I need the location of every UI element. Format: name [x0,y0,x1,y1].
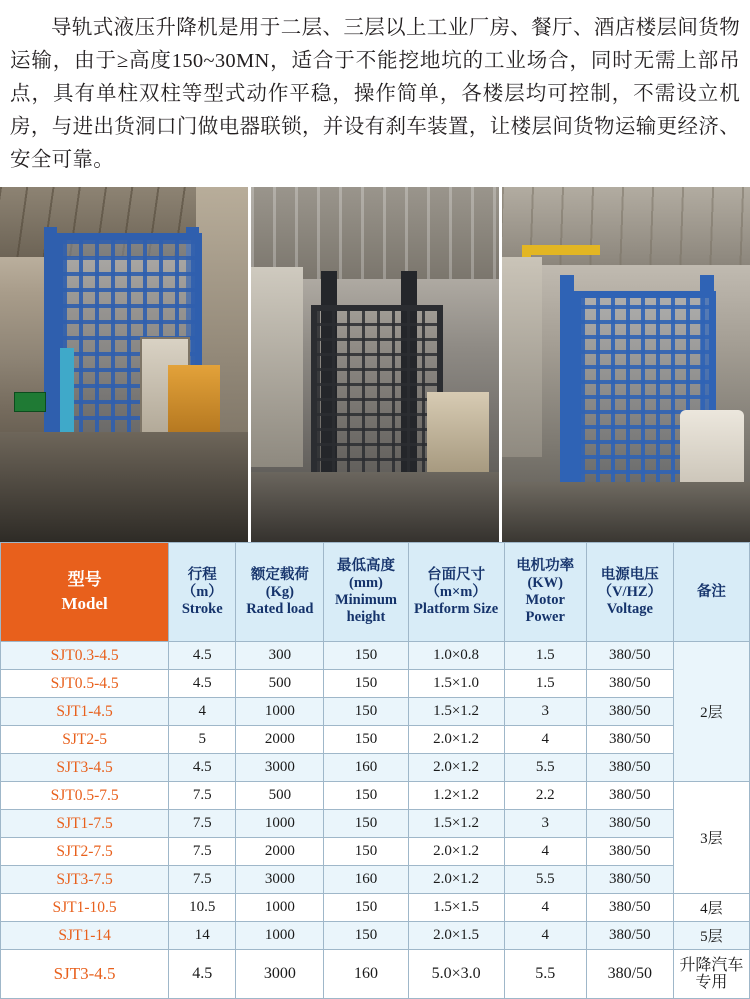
photo-strip [0,187,750,542]
cell-stroke: 4.5 [169,754,236,782]
table-row [1,754,750,782]
table-row [1,810,750,838]
cell-remark: 3层 [673,782,749,894]
cell-model: SJT2-5 [1,726,169,754]
cell-power: 4 [504,894,586,922]
cell-load: 3000 [236,866,324,894]
cell-load: 300 [236,642,324,670]
cell-model: SJT1-10.5 [1,894,169,922]
header-power-cn: 电机功率 [516,558,575,574]
header-volt-unit: （V/HZ） [597,583,663,600]
header-power-en: Motor Power [525,592,565,625]
cell-voltage: 380/50 [586,866,673,894]
cell-model: SJT1-4.5 [1,698,169,726]
cell-size: 1.5×1.2 [408,810,504,838]
cell-power: 3 [504,698,586,726]
cell-power: 5.5 [504,754,586,782]
cell-voltage: 380/50 [586,782,673,810]
cell-power: 4 [504,726,586,754]
header-size-cn: 台面尺寸 [427,566,486,583]
cell-power: 4 [504,922,586,950]
cell-min-height: 150 [324,894,408,922]
header-load-cn: 额定载荷 [250,566,309,583]
cell-voltage: 380/50 [586,670,673,698]
cell-size: 2.0×1.2 [408,754,504,782]
cell-size: 2.0×1.2 [408,838,504,866]
photo-black-guide-rail-lift-in-warehouse [251,187,499,542]
header-stroke [169,543,236,642]
cell-model: SJT0.3-4.5 [1,642,169,670]
header-minh-unit: (mm) [349,575,383,591]
cell-voltage: 380/50 [586,894,673,922]
table-row [1,698,750,726]
table-row [1,838,750,866]
header-minh-cn: 最低高度 [336,558,395,574]
header-volt-en: Voltage [606,600,653,617]
header-volt-cn: 电源电压 [600,566,659,583]
header-model-en: Model [61,594,108,613]
header-stroke-en: Stroke [181,600,223,617]
header-load-unit: (Kg) [265,583,294,600]
header-load-en: Rated load [246,600,314,617]
cell-size: 5.0×3.0 [408,950,504,999]
table-row [1,782,750,810]
header-platform-size [408,543,504,642]
header-minh-en: Minimum height [334,592,397,625]
cell-min-height: 150 [324,810,408,838]
cell-power: 2.2 [504,782,586,810]
cell-power: 5.5 [504,950,586,999]
cell-voltage: 380/50 [586,642,673,670]
photo-blue-cage-lift-with-goods [502,187,750,542]
yellow-equipment [168,365,220,437]
cell-stroke: 4.5 [169,950,236,999]
cell-size: 1.5×1.0 [408,670,504,698]
cell-min-height: 150 [324,782,408,810]
header-motor-power [504,543,586,642]
cell-min-height: 150 [324,642,408,670]
header-row [1,543,750,642]
cell-min-height: 150 [324,726,408,754]
header-model [1,543,169,642]
intro-paragraph: 导轨式液压升降机是用于二层、三层以上工业厂房、餐厅、酒店楼层间货物运输，由于≥高度150~30MN，适合于不能挖地坑的工业场合，同时无需上部吊点，具有单柱双柱等型式动作平稳，操作简单，各楼层均可控制，不需设立机房，与进出货洞口门做电器联锁，并设有刹车装置，让楼层间货物运输更经济、安全可靠。 [10,17,740,171]
cell-size: 1.0×0.8 [408,642,504,670]
stacked-crate [427,392,489,472]
roof-structure [251,187,499,279]
cell-model: SJT1-14 [1,922,169,950]
wall-panel [251,267,303,467]
lift-cage-frame [311,305,443,497]
header-remark [673,543,749,642]
table-body [1,642,750,999]
header-model-cn: 型号 [67,570,102,589]
cell-stroke: 10.5 [169,894,236,922]
cell-voltage: 380/50 [586,922,673,950]
cell-load: 1000 [236,810,324,838]
cell-voltage: 380/50 [586,950,673,999]
guide-post-left [560,275,574,505]
cell-model: SJT3-7.5 [1,866,169,894]
wall-left [502,257,542,457]
cell-min-height: 150 [324,838,408,866]
table-row [1,670,750,698]
cell-size: 1.2×1.2 [408,782,504,810]
cell-voltage: 380/50 [586,838,673,866]
cell-stroke: 4.5 [169,642,236,670]
cell-remark: 升降汽车专用 [673,950,749,999]
floor [0,432,248,542]
cell-load: 500 [236,782,324,810]
cell-remark: 4层 [673,894,749,922]
cell-power: 5.5 [504,866,586,894]
cell-load: 1000 [236,894,324,922]
table-row [1,642,750,670]
cell-min-height: 160 [324,866,408,894]
cell-stroke: 7.5 [169,810,236,838]
cell-min-height: 150 [324,922,408,950]
cell-remark: 2层 [673,642,749,782]
cell-voltage: 380/50 [586,754,673,782]
exit-sign [14,392,46,412]
cell-model: SJT3-4.5 [1,754,169,782]
header-size-en: Platform Size [414,600,499,617]
table-row [1,922,750,950]
cell-stroke: 4 [169,698,236,726]
cell-min-height: 150 [324,670,408,698]
floor [251,472,499,542]
cell-stroke: 5 [169,726,236,754]
cell-stroke: 7.5 [169,782,236,810]
cell-remark: 5层 [673,922,749,950]
cell-min-height: 150 [324,698,408,726]
cell-load: 3000 [236,754,324,782]
table-head [1,543,750,642]
table-row [1,950,750,999]
header-rated-load [236,543,324,642]
table-row [1,894,750,922]
cell-stroke: 7.5 [169,866,236,894]
cell-model: SJT3-4.5 [1,950,169,999]
floor [502,482,750,542]
cell-size: 2.0×1.2 [408,726,504,754]
cell-load: 1000 [236,698,324,726]
cell-power: 4 [504,838,586,866]
cell-size: 1.5×1.2 [408,698,504,726]
header-size-unit: （m×m） [425,583,487,600]
cell-model: SJT1-7.5 [1,810,169,838]
specification-table [0,542,750,999]
header-stroke-unit: （m） [181,583,223,600]
cell-size: 1.5×1.5 [408,894,504,922]
cell-load: 2000 [236,838,324,866]
cell-size: 2.0×1.5 [408,922,504,950]
header-min-height [324,543,408,642]
cell-model: SJT2-7.5 [1,838,169,866]
header-stroke-cn: 行程 [187,566,217,583]
cell-stroke: 4.5 [169,670,236,698]
cell-load: 2000 [236,726,324,754]
cell-power: 1.5 [504,642,586,670]
cell-stroke: 14 [169,922,236,950]
header-remark-cn: 备注 [696,583,726,600]
cell-stroke: 7.5 [169,838,236,866]
cell-min-height: 160 [324,950,408,999]
cell-power: 1.5 [504,670,586,698]
cell-load: 500 [236,670,324,698]
cell-size: 2.0×1.2 [408,866,504,894]
cell-voltage: 380/50 [586,810,673,838]
yellow-rail [522,245,600,255]
header-voltage [586,543,673,642]
cell-model: SJT0.5-7.5 [1,782,169,810]
table-row [1,726,750,754]
table-row [1,866,750,894]
cell-load: 3000 [236,950,324,999]
cell-load: 1000 [236,922,324,950]
header-power-unit: (KW) [527,575,563,591]
photo-blue-guide-rail-lift-in-workshop [0,187,248,542]
cell-voltage: 380/50 [586,726,673,754]
cell-model: SJT0.5-4.5 [1,670,169,698]
cell-power: 3 [504,810,586,838]
cell-min-height: 160 [324,754,408,782]
cell-voltage: 380/50 [586,698,673,726]
